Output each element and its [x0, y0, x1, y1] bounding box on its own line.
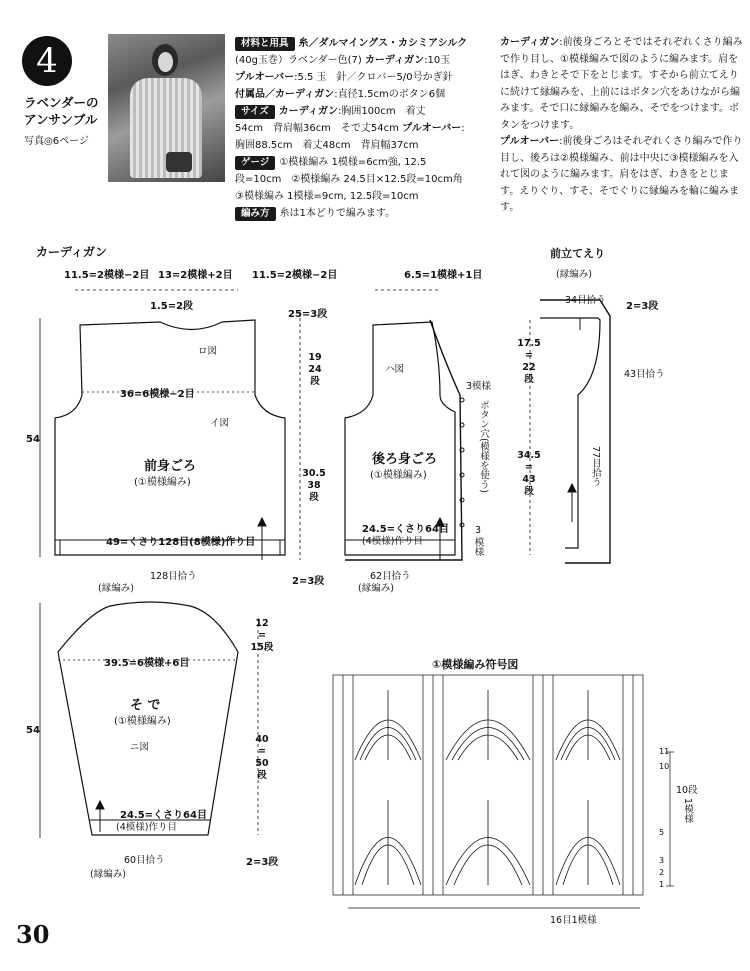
back-pick-up: 62目拾う: [370, 571, 411, 582]
back-body-title: 後ろ身ごろ: [372, 452, 438, 467]
collar-title: 前立てえり: [550, 247, 605, 260]
collar-h-175: 17.5 = 22 段: [517, 338, 541, 385]
title-line-1: ラベンダーの: [24, 95, 99, 110]
gauge-3: ③模様編み 1模様=9cm, 12.5段=10cm: [235, 191, 419, 202]
dim-top-left: 11.5=2模様−2目: [64, 270, 150, 281]
size-pullover-colon: :: [461, 123, 465, 134]
materials-needle: :5.5 玉 針／クロバー5/0号かぎ針: [294, 72, 453, 83]
sleeve-cast-2: (4模様)作り目: [116, 822, 177, 833]
pattern-number: 4: [22, 36, 72, 86]
size-cardigan-1: :胸囲100cm 着丈: [337, 106, 426, 117]
materials-yarn: 糸／ダルマイングス・カシミアシルク: [298, 38, 468, 49]
collar-pick-34: 34目拾う: [565, 295, 606, 306]
chart-repeat-label: 1模様: [682, 798, 693, 824]
back-dim-19: 19 24 段: [308, 352, 322, 387]
btn-hole-label: ボタン穴(模様を使う): [478, 400, 489, 493]
collar-pick-43: 43目拾う: [624, 369, 665, 380]
chart-row-1: 1: [659, 880, 665, 889]
collar-inner: [540, 318, 600, 548]
collar-row-23: 2=3段: [626, 301, 659, 312]
chart-row-11: 11: [659, 747, 670, 756]
sleeve-height-54: 54: [26, 725, 40, 736]
method-tag: 編み方: [235, 207, 276, 221]
back-cast-on-2: (4模様)作り目: [362, 536, 423, 547]
fig-ha: ハ図: [385, 364, 405, 375]
sleeve-top-12: 12 = 15段: [250, 618, 274, 653]
sleeve-title: そ で: [130, 698, 161, 713]
sleeve-pick: 60目拾う: [124, 855, 165, 866]
instr-pullover-label: プルオーバー: [500, 136, 560, 147]
back-border-label: (縁編み): [358, 583, 394, 594]
size-tag: サイズ: [235, 105, 275, 119]
sleeve-cast-1: 24.5=くさり64目: [120, 810, 207, 821]
chart-row-2: 2: [659, 868, 665, 877]
dim-width-36: 36=6模様−2目: [120, 389, 195, 400]
front-body-title: 前身ごろ: [144, 459, 197, 474]
materials-tag: 材料と用具: [235, 37, 295, 51]
chart-row-5: 5: [659, 828, 665, 837]
btn-3pat-bottom: 3 模様: [472, 525, 484, 556]
gauge-tag: ゲージ: [235, 156, 275, 170]
size-pullover-label: プルオーバー: [402, 123, 462, 134]
back-cast-on-1: 24.5=くさり64目: [362, 524, 449, 535]
photo-reference: 写真◎6ページ: [24, 136, 89, 147]
size-cardigan-label: カーディガン: [278, 106, 338, 117]
size-cardigan-2: 54cm 背肩幅36cm そで丈54cm: [235, 123, 399, 134]
fig-ni: ニ図: [130, 742, 150, 753]
sleeve-sub: (①模様編み): [114, 716, 171, 727]
instr-pullover-text: :前後身ごろはそれぞれくさり編みで作り目し、後ろは②模様編み、前は中央に③模様編みを入れて図のように編みます。肩をはぎ、わきをとじます。えりぐり、すそ、そでぐりに縁編みを輪に編みます。: [500, 136, 743, 213]
dim-top-mid: 13=2模様+2目: [158, 270, 233, 281]
collar-sub: (縁編み): [556, 269, 592, 280]
dim-height-54: 54: [26, 434, 40, 445]
title-line-2: アンサンブル: [24, 112, 98, 127]
front-cast-on: 49=くさり128目(8模様)作り目: [106, 537, 256, 548]
chart-repeat-rows: 10段: [676, 785, 698, 796]
front-border-label: (縁編み): [98, 583, 134, 594]
back-body-sub: (①模様編み): [370, 470, 427, 481]
chart-row-3: 3: [659, 856, 665, 865]
materials-cardigan-qty: :10玉: [424, 55, 451, 66]
front-body-outline: [55, 320, 285, 555]
back-hem: 2=3段: [292, 576, 325, 587]
materials-notions: :直径1.5cmのボタン6個: [334, 89, 446, 100]
chart-row-10: 10: [659, 762, 670, 771]
chart-title: ①模様編み符号図: [432, 658, 519, 671]
fig-i: イ図: [210, 418, 230, 429]
dim-back-shoulder: 6.5=1模様+1目: [404, 270, 483, 281]
collar-pick-77: 77目拾う: [590, 446, 601, 487]
gauge-2: 段=10cm ②模様編み 24.5目×12.5段=10cm角: [235, 174, 463, 185]
materials-pullover-label: プルオーバー: [235, 72, 295, 83]
chart-stitch-repeat: 16目1模様: [550, 915, 597, 926]
sleeve-h-40: 40 = 50 段: [255, 734, 269, 781]
cardigan-heading: カーディガン: [36, 245, 108, 259]
page-number: 30: [16, 920, 50, 949]
back-dim-305: 30.5 38 段: [302, 468, 326, 503]
front-body-sub: (①模様編み): [134, 477, 191, 488]
instr-cardigan-label: カーディガン: [500, 37, 560, 48]
gauge-1: ①模様編み 1模様=6cm強, 12.5: [279, 157, 427, 168]
materials-notions-label: 付属品／カーディガン: [235, 89, 335, 100]
method-text: 糸は1本どりで編みます。: [279, 208, 396, 219]
sleeve-border: (縁編み): [90, 869, 126, 880]
instr-cardigan-text: :前後身ごろとそではそれぞれくさり編みで作り目し、①模様編みで図のように編みます。肩をはぎ、わきとそで下をとじます。すそから前立てえりに続けて縁編みを、上前にはボタン穴をあけながら編みます。そで口に縁編みを編み、そでをつけます。ボタンをつけます。: [500, 37, 743, 131]
dim-neck-depth: 1.5=2段: [150, 301, 194, 312]
collar-h-345: 34.5 = 43 段: [517, 450, 541, 497]
fig-ro: ロ図: [198, 346, 218, 357]
back-dim-25: 25=3段: [288, 309, 328, 320]
front-pick-up: 128目拾う: [150, 571, 197, 582]
btn-3pat-top: 3模様: [466, 381, 492, 392]
dim-top-right: 11.5=2模様−2目: [252, 270, 338, 281]
stitch-chart-fans: [355, 690, 620, 885]
materials-color: (40g玉巻）ラベンダー色(7): [235, 55, 362, 66]
materials-cardigan-label: カーディガン: [364, 55, 425, 66]
sleeve-width: 39.5=6模様+6目: [104, 658, 190, 669]
size-pullover: 胸囲88.5cm 着丈48cm 背肩幅37cm: [235, 140, 419, 151]
sleeve-hem: 2=3段: [246, 857, 279, 868]
